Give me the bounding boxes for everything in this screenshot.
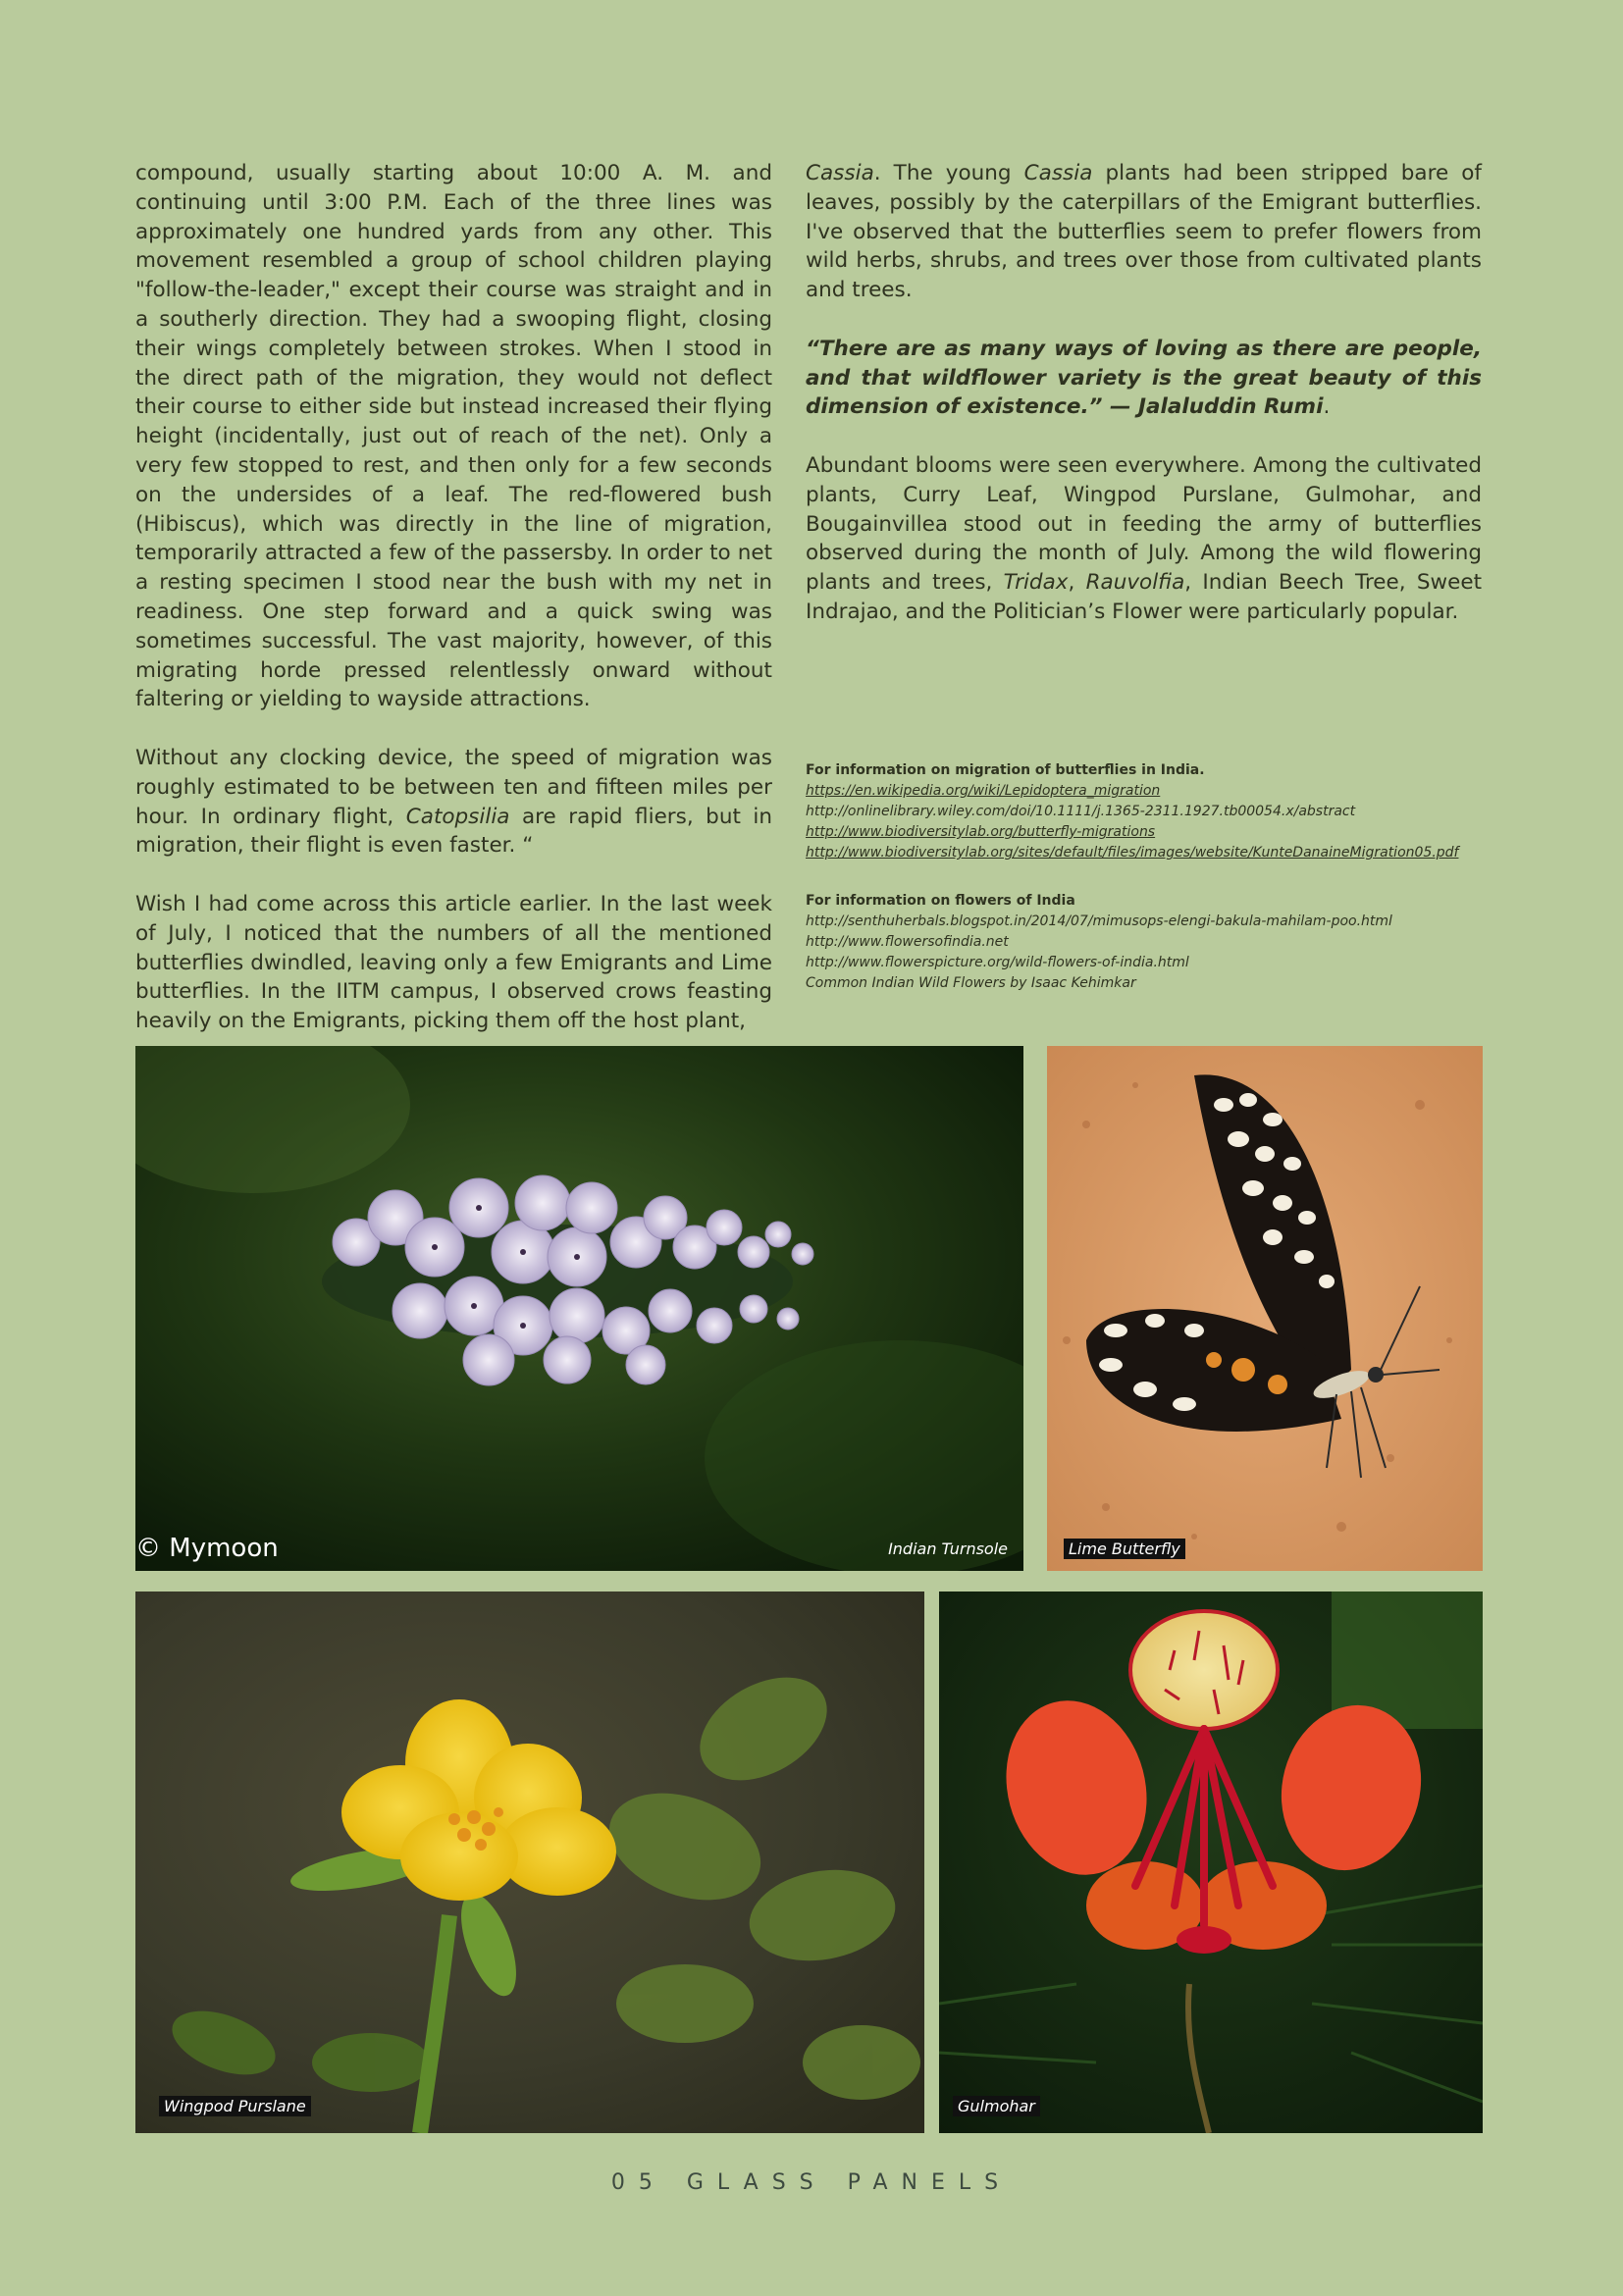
quote-end: . [1323, 394, 1331, 420]
photo-caption: Wingpod Purslane [159, 2096, 311, 2116]
left-paragraph-2 [135, 744, 772, 861]
text-run: Without any clocking device, the speed of migration was roughly estimated to be between ten and fifteen miles per hour. In ordinary flight, [135, 745, 772, 829]
references-heading: For information on migration of butterflies in India. [806, 762, 1205, 778]
butterfly-image [1047, 1046, 1483, 1571]
species-name: Catopsilia [405, 804, 510, 829]
reference-link[interactable]: http://www.flowersofindia.net [806, 934, 1009, 950]
reference-link[interactable]: http://onlinelibrary.wiley.com/doi/10.1111/j.1365-2311.1927.tb00054.x/abstract [806, 804, 1356, 819]
photo-credit: © Mymoon [135, 1534, 279, 1563]
left-paragraph-3: Wish I had come across this article earlier. In the last week of July, I noticed that the numbers of all the mentioned butterflies dwindled, leaving only a few Emigrants and Lime butterflies. In the IITM campus, I observed crows feasting heavily on the Emigrants, picking them off the host plant, [135, 891, 772, 1034]
wingpod-purslane-photo [135, 1592, 924, 2133]
photo-caption: Gulmohar [953, 2096, 1040, 2116]
reference-link[interactable]: https://en.wikipedia.org/wiki/Lepidoptera_migration [806, 783, 1161, 799]
quote-text: “There are as many ways of loving as there are people, and that wildflower variety is the great beauty of this dimension of existence.” — Jalaluddin Rumi [806, 336, 1482, 420]
species-name: Cassia [806, 161, 874, 185]
text-run: Abundant blooms were seen everywhere. Among the cultivated plants, Curry Leaf, Wingpod Purslane, Gulmohar, and Bougainvillea stood out in feeding the army of butterflies observed during the month of July. Among the wild flowering plants and trees, [806, 452, 1482, 596]
references-heading: For information on flowers of India [806, 893, 1075, 909]
turnsole-image [135, 1046, 1023, 1571]
gulmohar-photo [939, 1592, 1483, 2133]
reference-link[interactable]: http://www.flowerspicture.org/wild-flowers-of-india.html [806, 955, 1189, 970]
reference-book: Common Indian Wild Flowers by Isaac Kehimkar [806, 975, 1136, 991]
left-text-column [135, 159, 772, 1066]
rumi-quote [806, 335, 1482, 422]
flower-references [806, 891, 1482, 994]
text-run: , [1068, 570, 1086, 596]
text-run: are rapid fliers, but in migration, their flight is even faster. “ [135, 804, 772, 859]
photo-caption: Lime Butterfly [1064, 1539, 1185, 1559]
text-run: . The young [873, 161, 1024, 185]
left-paragraph-1: compound, usually starting about 10:00 A. M. and continuing until 3:00 P.M. Each of the three lines was approximately one hundred yards from any other. This movement resembled a group of school children playing "follow-the-leader," except their course was straight and in a southerly direction. They had a swooping flight, closing their wings completely between strokes. When I stood in the direct path of the migration, they would not deflect their course to either side but instead increased their flying height (incidentally, just out of reach of the net). Only a very few stopped to rest, and then only for a few seconds on the undersides of a leaf. The red-flowered bush (Hibiscus), which was directly in the line of migration, temporarily attracted a few of the passersby. In order to net a resting specimen I stood near the bush with my net in readiness. One step forward and a quick swing was sometimes successful. The vast majority, however, of this migrating horde pressed relentlessly onward without faltering or yielding to wayside attractions. [135, 161, 772, 712]
photo-caption: Indian Turnsole [888, 1539, 1008, 1558]
right-paragraph-1 [806, 159, 1482, 305]
text-run: , Indian Beech Tree, Sweet Indrajao, and the Politician’s Flower were particularly popular. [806, 570, 1482, 624]
right-paragraph-3 [806, 451, 1482, 627]
migration-references [806, 760, 1482, 863]
gulmohar-image [939, 1592, 1483, 2133]
reference-link[interactable]: http://www.biodiversitylab.org/butterfly-migrations [806, 824, 1156, 840]
purslane-image [135, 1592, 924, 2133]
right-text-column [806, 159, 1482, 656]
text-run: plants had been stripped bare of leaves, possibly by the caterpillars of the Emigrant butterflies. I've observed that the butterflies seem to prefer flowers from wild herbs, shrubs, and trees over those from cultivated plants and trees. [806, 161, 1482, 303]
species-name: Cassia [1023, 161, 1093, 185]
reference-link[interactable]: http://senthuherbals.blogspot.in/2014/07/mimusops-elengi-bakula-mahilam-poo.html [806, 913, 1392, 929]
page-footer: 05 GLASS PANELS [610, 2170, 1013, 2195]
turnsole-photo [135, 1046, 1023, 1571]
species-name: Rauvolfia [1085, 570, 1185, 596]
species-name: Tridax [1003, 570, 1069, 596]
reference-link[interactable]: http://www.biodiversitylab.org/sites/default/files/images/website/KunteDanaineMigration05.pdf [806, 845, 1459, 861]
lime-butterfly-photo [1047, 1046, 1483, 1571]
